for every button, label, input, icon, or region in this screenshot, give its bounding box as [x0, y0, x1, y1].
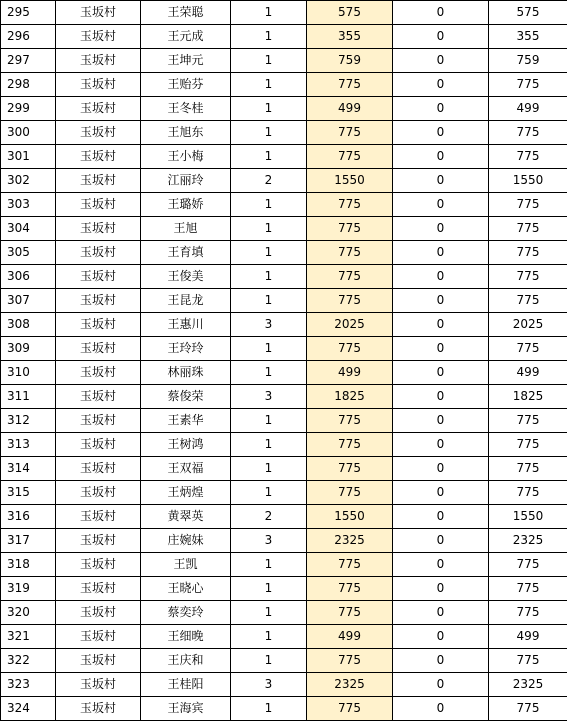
cell-amount[interactable]: 1550 — [307, 505, 393, 529]
cell-row-number[interactable]: 310 — [1, 361, 56, 385]
cell-household-count[interactable]: 1 — [231, 433, 307, 457]
cell-village[interactable]: 玉坂村 — [56, 337, 141, 361]
cell-deduction[interactable]: 0 — [393, 457, 489, 481]
cell-deduction[interactable]: 0 — [393, 49, 489, 73]
cell-person-name[interactable]: 黄翠英 — [141, 505, 231, 529]
cell-total[interactable]: 775 — [489, 409, 567, 433]
cell-village[interactable]: 玉坂村 — [56, 457, 141, 481]
cell-total[interactable]: 575 — [489, 1, 567, 25]
cell-household-count[interactable]: 3 — [231, 673, 307, 697]
cell-row-number[interactable]: 301 — [1, 145, 56, 169]
cell-total[interactable]: 775 — [489, 73, 567, 97]
cell-household-count[interactable]: 1 — [231, 1, 307, 25]
cell-person-name[interactable]: 王炳煌 — [141, 481, 231, 505]
cell-household-count[interactable]: 2 — [231, 169, 307, 193]
cell-total[interactable]: 775 — [489, 145, 567, 169]
table-row — [1, 313, 567, 337]
cell-village[interactable]: 玉坂村 — [56, 529, 141, 553]
cell-deduction[interactable]: 0 — [393, 697, 489, 721]
cell-row-number[interactable]: 296 — [1, 25, 56, 49]
cell-household-count[interactable]: 1 — [231, 49, 307, 73]
cell-amount[interactable]: 775 — [307, 409, 393, 433]
cell-amount[interactable]: 775 — [307, 73, 393, 97]
cell-village[interactable]: 玉坂村 — [56, 649, 141, 673]
cell-household-count[interactable]: 1 — [231, 601, 307, 625]
cell-deduction[interactable]: 0 — [393, 97, 489, 121]
cell-amount[interactable]: 775 — [307, 457, 393, 481]
cell-person-name[interactable]: 王坤元 — [141, 49, 231, 73]
cell-total[interactable]: 775 — [489, 577, 567, 601]
table-row — [1, 241, 567, 265]
cell-deduction[interactable]: 0 — [393, 385, 489, 409]
cell-person-name[interactable]: 王细晚 — [141, 625, 231, 649]
cell-deduction[interactable]: 0 — [393, 673, 489, 697]
cell-amount[interactable]: 775 — [307, 217, 393, 241]
cell-row-number[interactable]: 302 — [1, 169, 56, 193]
cell-deduction[interactable]: 0 — [393, 481, 489, 505]
cell-household-count[interactable]: 2 — [231, 505, 307, 529]
table-row — [1, 337, 567, 361]
table-row — [1, 289, 567, 313]
cell-village[interactable]: 玉坂村 — [56, 265, 141, 289]
cell-village[interactable]: 玉坂村 — [56, 553, 141, 577]
cell-total[interactable]: 499 — [489, 625, 567, 649]
cell-amount[interactable]: 1550 — [307, 169, 393, 193]
cell-amount[interactable]: 775 — [307, 145, 393, 169]
cell-person-name[interactable]: 王凯 — [141, 553, 231, 577]
cell-deduction[interactable]: 0 — [393, 145, 489, 169]
table-row — [1, 193, 567, 217]
cell-amount[interactable]: 775 — [307, 577, 393, 601]
cell-amount[interactable]: 2025 — [307, 313, 393, 337]
cell-total[interactable]: 775 — [489, 481, 567, 505]
cell-household-count[interactable]: 1 — [231, 625, 307, 649]
cell-amount[interactable]: 775 — [307, 193, 393, 217]
cell-person-name[interactable]: 王小梅 — [141, 145, 231, 169]
cell-household-count[interactable]: 1 — [231, 697, 307, 721]
cell-row-number[interactable]: 307 — [1, 289, 56, 313]
cell-household-count[interactable]: 1 — [231, 217, 307, 241]
cell-village[interactable]: 玉坂村 — [56, 169, 141, 193]
cell-person-name[interactable]: 王璐娇 — [141, 193, 231, 217]
cell-deduction[interactable]: 0 — [393, 265, 489, 289]
cell-deduction[interactable]: 0 — [393, 313, 489, 337]
cell-village[interactable]: 玉坂村 — [56, 73, 141, 97]
cell-total[interactable]: 1550 — [489, 505, 567, 529]
cell-deduction[interactable]: 0 — [393, 337, 489, 361]
cell-person-name[interactable]: 江丽玲 — [141, 169, 231, 193]
cell-village[interactable]: 玉坂村 — [56, 97, 141, 121]
cell-household-count[interactable]: 1 — [231, 457, 307, 481]
table-row — [1, 49, 567, 73]
table-row — [1, 553, 567, 577]
cell-total[interactable]: 775 — [489, 601, 567, 625]
table-row — [1, 1, 567, 25]
cell-village[interactable]: 玉坂村 — [56, 121, 141, 145]
cell-row-number[interactable]: 306 — [1, 265, 56, 289]
cell-deduction[interactable]: 0 — [393, 289, 489, 313]
cell-household-count[interactable]: 3 — [231, 385, 307, 409]
cell-household-count[interactable]: 3 — [231, 529, 307, 553]
table-row — [1, 145, 567, 169]
cell-household-count[interactable]: 1 — [231, 289, 307, 313]
cell-row-number[interactable]: 317 — [1, 529, 56, 553]
table-row — [1, 529, 567, 553]
cell-household-count[interactable]: 3 — [231, 313, 307, 337]
cell-total[interactable]: 775 — [489, 433, 567, 457]
table-row — [1, 505, 567, 529]
cell-row-number[interactable]: 324 — [1, 697, 56, 721]
cell-village[interactable]: 玉坂村 — [56, 673, 141, 697]
cell-amount[interactable]: 1825 — [307, 385, 393, 409]
cell-person-name[interactable]: 王海宾 — [141, 697, 231, 721]
cell-person-name[interactable]: 蔡俊荣 — [141, 385, 231, 409]
cell-row-number[interactable]: 298 — [1, 73, 56, 97]
cell-deduction[interactable]: 0 — [393, 577, 489, 601]
cell-amount[interactable]: 355 — [307, 25, 393, 49]
cell-deduction[interactable]: 0 — [393, 73, 489, 97]
cell-deduction[interactable]: 0 — [393, 433, 489, 457]
cell-village[interactable]: 玉坂村 — [56, 433, 141, 457]
cell-row-number[interactable]: 320 — [1, 601, 56, 625]
cell-row-number[interactable]: 313 — [1, 433, 56, 457]
cell-household-count[interactable]: 1 — [231, 241, 307, 265]
cell-household-count[interactable]: 1 — [231, 25, 307, 49]
cell-row-number[interactable]: 300 — [1, 121, 56, 145]
cell-amount[interactable]: 775 — [307, 241, 393, 265]
cell-total[interactable]: 1825 — [489, 385, 567, 409]
cell-amount[interactable]: 775 — [307, 481, 393, 505]
cell-village[interactable]: 玉坂村 — [56, 25, 141, 49]
cell-total[interactable]: 775 — [489, 265, 567, 289]
cell-person-name[interactable]: 王荣聪 — [141, 1, 231, 25]
cell-deduction[interactable]: 0 — [393, 553, 489, 577]
cell-amount[interactable]: 775 — [307, 289, 393, 313]
cell-person-name[interactable]: 王玲玲 — [141, 337, 231, 361]
cell-row-number[interactable]: 323 — [1, 673, 56, 697]
cell-row-number[interactable]: 303 — [1, 193, 56, 217]
cell-person-name[interactable]: 王庆和 — [141, 649, 231, 673]
cell-row-number[interactable]: 314 — [1, 457, 56, 481]
cell-deduction[interactable]: 0 — [393, 25, 489, 49]
cell-household-count[interactable]: 1 — [231, 553, 307, 577]
cell-household-count[interactable]: 1 — [231, 121, 307, 145]
cell-total[interactable]: 2325 — [489, 529, 567, 553]
cell-row-number[interactable]: 318 — [1, 553, 56, 577]
cell-total[interactable]: 775 — [489, 697, 567, 721]
cell-household-count[interactable]: 1 — [231, 145, 307, 169]
cell-person-name[interactable]: 王昆龙 — [141, 289, 231, 313]
cell-household-count[interactable]: 1 — [231, 649, 307, 673]
cell-village[interactable]: 玉坂村 — [56, 313, 141, 337]
table-row — [1, 217, 567, 241]
cell-total[interactable]: 2025 — [489, 313, 567, 337]
cell-total[interactable]: 775 — [489, 193, 567, 217]
cell-total[interactable]: 775 — [489, 649, 567, 673]
table-row — [1, 97, 567, 121]
cell-person-name[interactable]: 王桂阳 — [141, 673, 231, 697]
cell-person-name[interactable]: 王惠川 — [141, 313, 231, 337]
cell-amount[interactable]: 775 — [307, 265, 393, 289]
cell-village[interactable]: 玉坂村 — [56, 241, 141, 265]
cell-row-number[interactable]: 321 — [1, 625, 56, 649]
cell-person-name[interactable]: 王双福 — [141, 457, 231, 481]
cell-village[interactable]: 玉坂村 — [56, 481, 141, 505]
cell-row-number[interactable]: 295 — [1, 1, 56, 25]
cell-village[interactable]: 玉坂村 — [56, 697, 141, 721]
cell-deduction[interactable]: 0 — [393, 529, 489, 553]
cell-person-name[interactable]: 王晓心 — [141, 577, 231, 601]
cell-person-name[interactable]: 蔡奕玲 — [141, 601, 231, 625]
cell-total[interactable]: 775 — [489, 217, 567, 241]
cell-village[interactable]: 玉坂村 — [56, 625, 141, 649]
table-row — [1, 457, 567, 481]
cell-village[interactable]: 玉坂村 — [56, 361, 141, 385]
cell-amount[interactable]: 775 — [307, 601, 393, 625]
cell-person-name[interactable]: 王冬桂 — [141, 97, 231, 121]
cell-deduction[interactable]: 0 — [393, 1, 489, 25]
cell-person-name[interactable]: 王素华 — [141, 409, 231, 433]
cell-village[interactable]: 玉坂村 — [56, 577, 141, 601]
cell-village[interactable]: 玉坂村 — [56, 49, 141, 73]
cell-household-count[interactable]: 1 — [231, 97, 307, 121]
cell-deduction[interactable]: 0 — [393, 193, 489, 217]
cell-person-name[interactable]: 林丽珠 — [141, 361, 231, 385]
cell-total[interactable]: 499 — [489, 97, 567, 121]
cell-amount[interactable]: 775 — [307, 121, 393, 145]
cell-village[interactable]: 玉坂村 — [56, 145, 141, 169]
cell-person-name[interactable]: 王贻芬 — [141, 73, 231, 97]
cell-total[interactable]: 355 — [489, 25, 567, 49]
cell-row-number[interactable]: 312 — [1, 409, 56, 433]
table-row — [1, 385, 567, 409]
cell-total[interactable]: 759 — [489, 49, 567, 73]
cell-person-name[interactable]: 王旭 — [141, 217, 231, 241]
table-row — [1, 697, 567, 721]
table-row — [1, 169, 567, 193]
cell-total[interactable]: 775 — [489, 289, 567, 313]
table-row — [1, 265, 567, 289]
cell-amount[interactable]: 775 — [307, 697, 393, 721]
cell-person-name[interactable]: 王育填 — [141, 241, 231, 265]
table-row — [1, 673, 567, 697]
cell-person-name[interactable]: 王树鸿 — [141, 433, 231, 457]
cell-deduction[interactable]: 0 — [393, 649, 489, 673]
table-row — [1, 649, 567, 673]
cell-household-count[interactable]: 1 — [231, 73, 307, 97]
cell-row-number[interactable]: 322 — [1, 649, 56, 673]
table-row — [1, 433, 567, 457]
table-row — [1, 577, 567, 601]
cell-total[interactable]: 775 — [489, 553, 567, 577]
cell-amount[interactable]: 775 — [307, 553, 393, 577]
cell-deduction[interactable]: 0 — [393, 505, 489, 529]
cell-person-name[interactable]: 王旭东 — [141, 121, 231, 145]
cell-household-count[interactable]: 1 — [231, 577, 307, 601]
cell-deduction[interactable]: 0 — [393, 625, 489, 649]
cell-row-number[interactable]: 299 — [1, 97, 56, 121]
cell-village[interactable]: 玉坂村 — [56, 193, 141, 217]
cell-row-number[interactable]: 297 — [1, 49, 56, 73]
cell-village[interactable]: 玉坂村 — [56, 601, 141, 625]
cell-household-count[interactable]: 1 — [231, 361, 307, 385]
cell-village[interactable]: 玉坂村 — [56, 409, 141, 433]
cell-amount[interactable]: 2325 — [307, 529, 393, 553]
cell-total[interactable]: 499 — [489, 361, 567, 385]
cell-household-count[interactable]: 1 — [231, 265, 307, 289]
table-row — [1, 409, 567, 433]
cell-total[interactable]: 775 — [489, 457, 567, 481]
table-row — [1, 625, 567, 649]
cell-row-number[interactable]: 304 — [1, 217, 56, 241]
cell-row-number[interactable]: 309 — [1, 337, 56, 361]
cell-person-name[interactable]: 王俊美 — [141, 265, 231, 289]
table-row — [1, 481, 567, 505]
cell-amount[interactable]: 499 — [307, 97, 393, 121]
cell-village[interactable]: 玉坂村 — [56, 289, 141, 313]
cell-total[interactable]: 775 — [489, 241, 567, 265]
cell-household-count[interactable]: 1 — [231, 481, 307, 505]
table-row — [1, 73, 567, 97]
table-row — [1, 121, 567, 145]
cell-amount[interactable]: 759 — [307, 49, 393, 73]
table-row — [1, 601, 567, 625]
cell-person-name[interactable]: 王元成 — [141, 25, 231, 49]
cell-amount[interactable]: 2325 — [307, 673, 393, 697]
table-row — [1, 361, 567, 385]
cell-total[interactable]: 775 — [489, 337, 567, 361]
cell-household-count[interactable]: 1 — [231, 193, 307, 217]
cell-deduction[interactable]: 0 — [393, 121, 489, 145]
cell-row-number[interactable]: 319 — [1, 577, 56, 601]
cell-deduction[interactable]: 0 — [393, 169, 489, 193]
cell-row-number[interactable]: 308 — [1, 313, 56, 337]
cell-village[interactable]: 玉坂村 — [56, 505, 141, 529]
cell-village[interactable]: 玉坂村 — [56, 217, 141, 241]
cell-household-count[interactable]: 1 — [231, 337, 307, 361]
cell-total[interactable]: 775 — [489, 121, 567, 145]
cell-deduction[interactable]: 0 — [393, 601, 489, 625]
table-body — [1, 1, 567, 721]
cell-total[interactable]: 2325 — [489, 673, 567, 697]
cell-row-number[interactable]: 316 — [1, 505, 56, 529]
cell-row-number[interactable]: 315 — [1, 481, 56, 505]
cell-amount[interactable]: 775 — [307, 337, 393, 361]
cell-deduction[interactable]: 0 — [393, 409, 489, 433]
cell-amount[interactable]: 499 — [307, 625, 393, 649]
cell-village[interactable]: 玉坂村 — [56, 385, 141, 409]
cell-deduction[interactable]: 0 — [393, 361, 489, 385]
cell-amount[interactable]: 575 — [307, 1, 393, 25]
cell-amount[interactable]: 775 — [307, 649, 393, 673]
table-row — [1, 25, 567, 49]
cell-deduction[interactable]: 0 — [393, 241, 489, 265]
cell-amount[interactable]: 775 — [307, 433, 393, 457]
cell-row-number[interactable]: 311 — [1, 385, 56, 409]
cell-person-name[interactable]: 庄婉妹 — [141, 529, 231, 553]
cell-row-number[interactable]: 305 — [1, 241, 56, 265]
cell-total[interactable]: 1550 — [489, 169, 567, 193]
cell-amount[interactable]: 499 — [307, 361, 393, 385]
cell-deduction[interactable]: 0 — [393, 217, 489, 241]
cell-village[interactable]: 玉坂村 — [56, 1, 141, 25]
cell-household-count[interactable]: 1 — [231, 409, 307, 433]
